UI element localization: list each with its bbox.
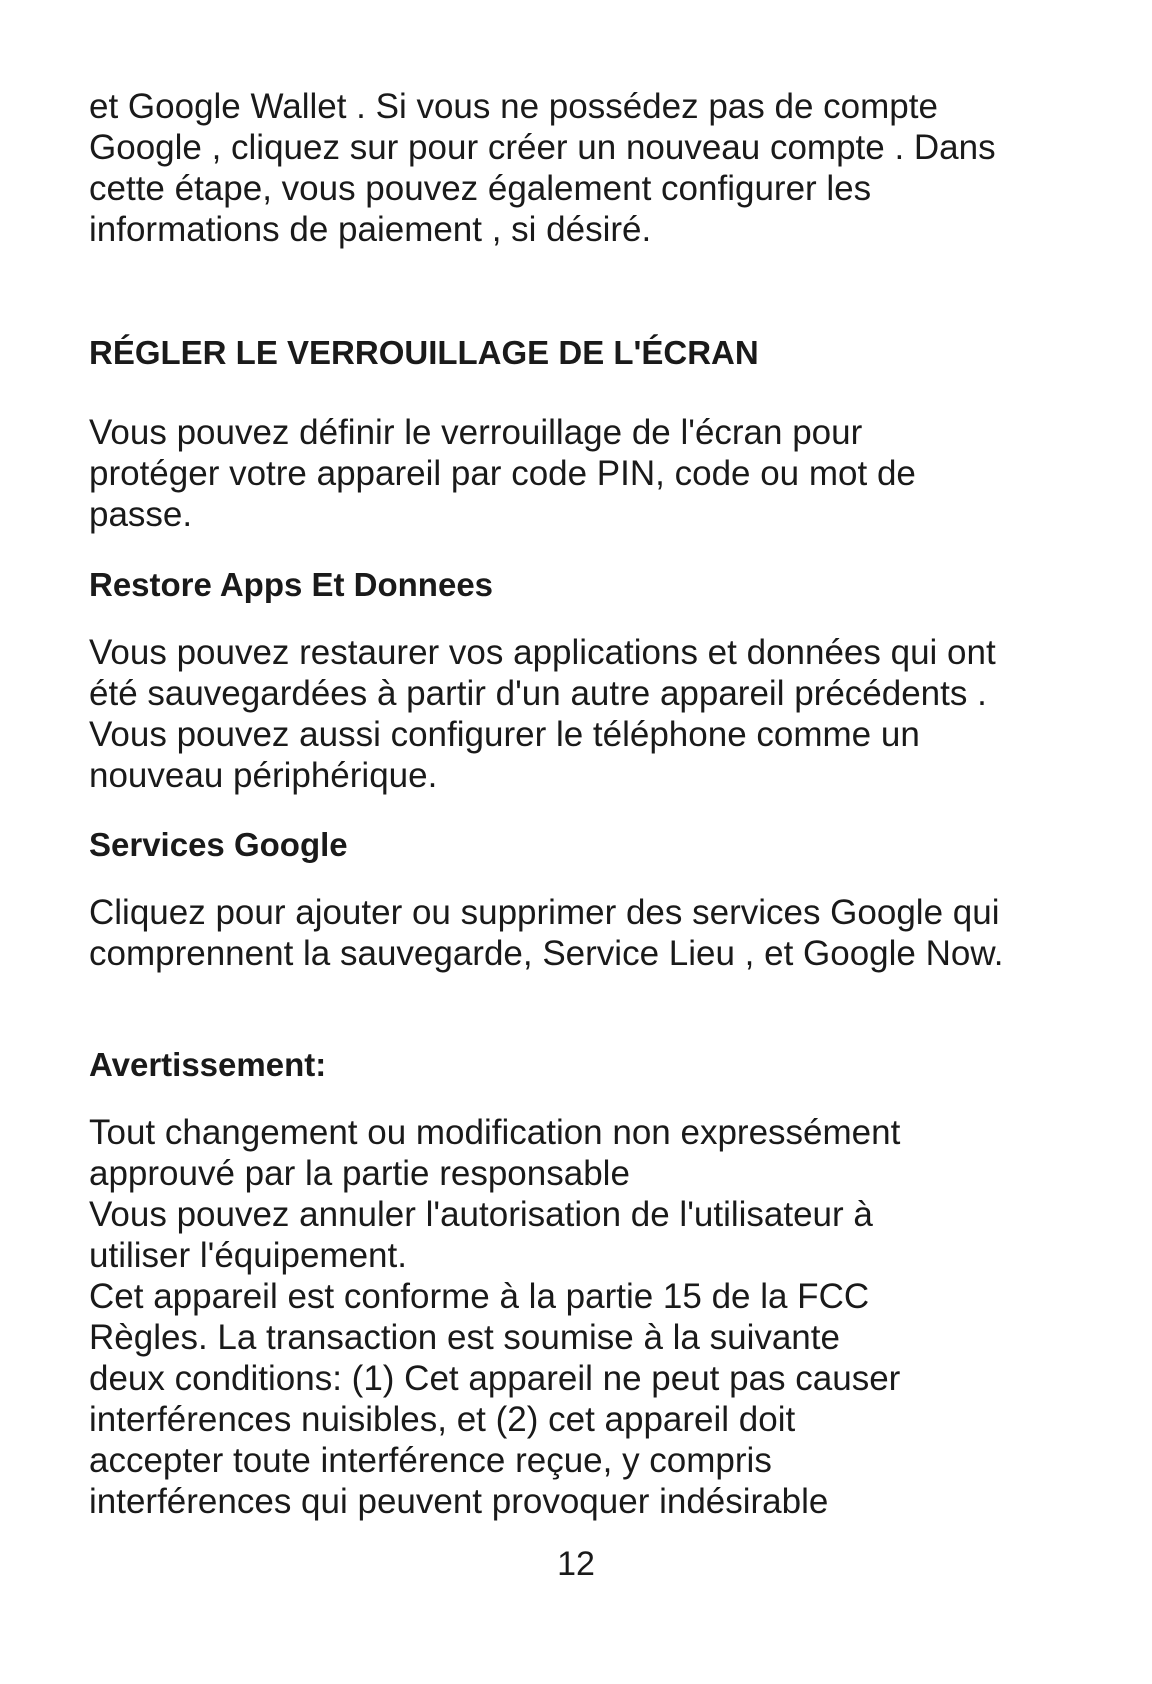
paragraph-line: informations de paiement , si désiré. <box>89 210 652 249</box>
paragraph-line: accepter toute interférence reçue, y compris <box>89 1441 772 1480</box>
paragraph-line: Règles. La transaction est soumise à la suivante <box>89 1318 840 1357</box>
paragraph-line: Vous pouvez aussi configurer le téléphone comme un <box>89 715 920 754</box>
screen-lock-paragraph <box>89 412 916 535</box>
paragraph-line: Cliquez pour ajouter ou supprimer des services Google qui <box>89 893 1000 932</box>
intro-paragraph <box>89 86 996 250</box>
paragraph-line: été sauvegardées à partir d'un autre appareil précédents . <box>89 674 987 713</box>
paragraph-line: protéger votre appareil par code PIN, code ou mot de <box>89 454 916 493</box>
paragraph-line: nouveau périphérique. <box>89 756 438 795</box>
restore-heading: Restore Apps Et Donnees <box>89 566 494 603</box>
restore-paragraph <box>89 632 996 796</box>
paragraph-line: Google , cliquez sur pour créer un nouveau compte . Dans <box>89 128 996 167</box>
paragraph-line: Cet appareil est conforme à la partie 15 de la FCC <box>89 1277 870 1316</box>
google-services-heading: Services Google <box>89 826 348 863</box>
warning-paragraph <box>89 1112 900 1522</box>
paragraph-line: deux conditions: (1) Cet appareil ne peut pas causer <box>89 1359 901 1398</box>
google-services-paragraph <box>89 892 1003 974</box>
paragraph-line: interférences nuisibles, et (2) cet appareil doit <box>89 1400 796 1439</box>
paragraph-line: et Google Wallet . Si vous ne possédez pas de compte <box>89 87 938 126</box>
page-number: 12 <box>557 1545 595 1583</box>
paragraph-line: Vous pouvez définir le verrouillage de l'écran pour <box>89 413 863 452</box>
paragraph-line: Vous pouvez annuler l'autorisation de l'utilisateur à <box>89 1195 873 1234</box>
paragraph-line: Vous pouvez restaurer vos applications et données qui ont <box>89 633 996 672</box>
paragraph-line: passe. <box>89 495 193 534</box>
paragraph-line: interférences qui peuvent provoquer indésirable <box>89 1482 829 1521</box>
paragraph-line: approuvé par la partie responsable <box>89 1154 630 1193</box>
paragraph-line: comprennent la sauvegarde, Service Lieu , et Google Now. <box>89 934 1004 973</box>
paragraph-line: Tout changement ou modification non expressément <box>89 1113 901 1152</box>
warning-heading: Avertissement: <box>89 1046 327 1083</box>
screen-lock-heading: RÉGLER LE VERROUILLAGE DE L'ÉCRAN <box>89 334 759 371</box>
paragraph-line: cette étape, vous pouvez également configurer les <box>89 169 872 208</box>
paragraph-line: utiliser l'équipement. <box>89 1236 407 1275</box>
